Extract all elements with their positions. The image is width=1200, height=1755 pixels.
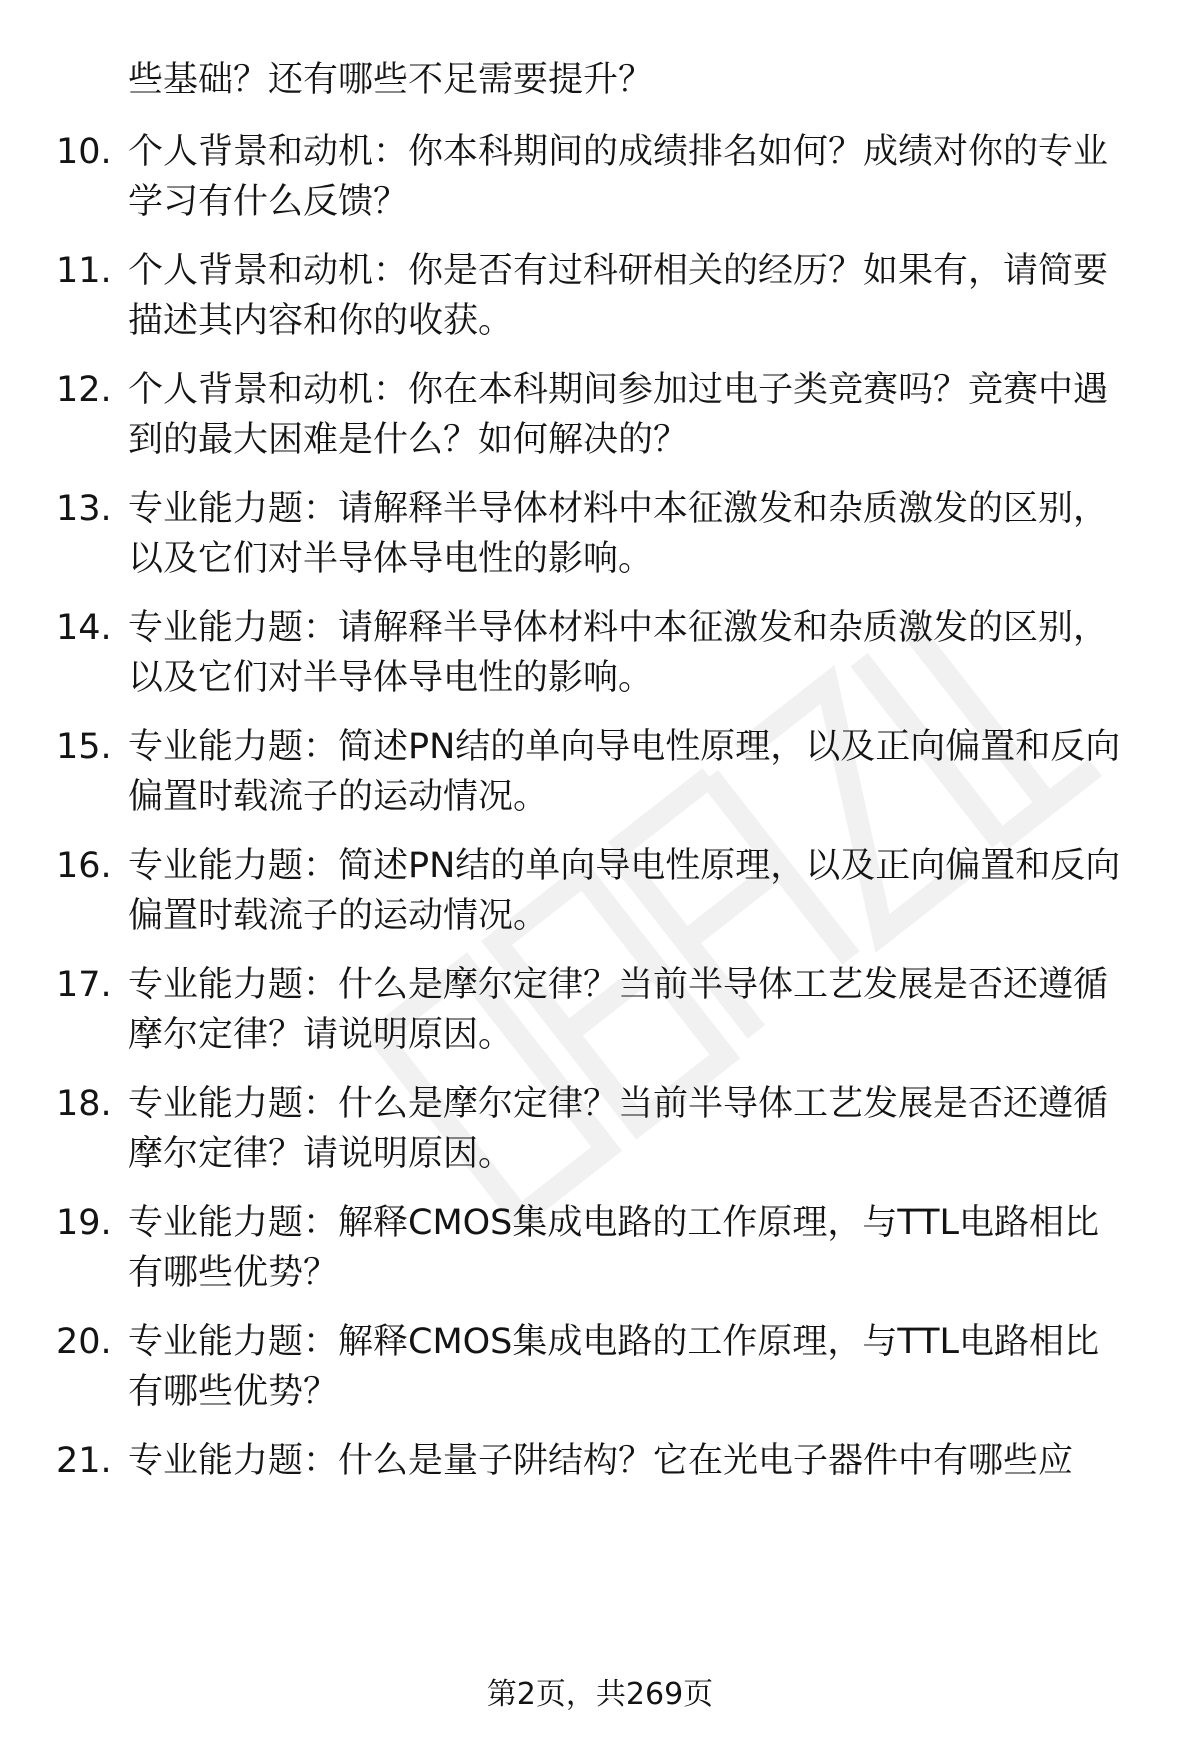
- list-item-text: 专业能力题：请解释半导体材料中本征激发和杂质激发的区别，: [128, 489, 1109, 529]
- page-footer: 第2页，共269页: [486, 1677, 714, 1712]
- continuation-text: 些基础？还有哪些不足需要提升？: [128, 60, 654, 100]
- list-item-number: 14.: [56, 608, 112, 648]
- list-item-text: 有哪些优势？: [128, 1372, 339, 1412]
- list-item-number: 13.: [56, 489, 112, 529]
- list-item-text: 个人背景和动机：你本科期间的成绩排名如何？成绩对你的专业: [128, 132, 1109, 172]
- list-item-text: 摩尔定律？请说明原因。: [128, 1015, 514, 1055]
- list-item-text: 专业能力题：什么是摩尔定律？当前半导体工艺发展是否还遵循: [128, 965, 1109, 1005]
- list-item-text: 以及它们对半导体导电性的影响。: [128, 658, 654, 698]
- list-item-text: 专业能力题：什么是量子阱结构？它在光电子器件中有哪些应: [128, 1441, 1074, 1481]
- list-item-number: 16.: [56, 846, 112, 886]
- list-item-text: 专业能力题：解释CMOS集成电路的工作原理，与TTL电路相比: [128, 1203, 1100, 1243]
- list-item-number: 10.: [56, 132, 112, 172]
- list-item-number: 20.: [56, 1322, 112, 1362]
- list-item-text: 专业能力题：什么是摩尔定律？当前半导体工艺发展是否还遵循: [128, 1084, 1109, 1124]
- list-item-text: 个人背景和动机：你是否有过科研相关的经历？如果有，请简要: [128, 251, 1109, 291]
- list-item-text: 描述其内容和你的收获。: [128, 301, 514, 341]
- list-item-number: 17.: [56, 965, 112, 1005]
- list-item-text: 学习有什么反馈？: [128, 182, 409, 222]
- list-item-text: 专业能力题：简述PN结的单向导电性原理，以及正向偏置和反向: [128, 846, 1121, 886]
- list-item-text: 摩尔定律？请说明原因。: [128, 1134, 514, 1174]
- list-item-text: 以及它们对半导体导电性的影响。: [128, 539, 654, 579]
- list-item-text: 偏置时载流子的运动情况。: [128, 777, 549, 817]
- list-item-number: 15.: [56, 727, 112, 767]
- list-item-text: 到的最大困难是什么？如何解决的？: [128, 420, 689, 460]
- list-item-text: 专业能力题：简述PN结的单向导电性原理，以及正向偏置和反向: [128, 727, 1121, 767]
- list-item-number: 19.: [56, 1203, 112, 1243]
- list-item-number: 18.: [56, 1084, 112, 1124]
- list-item-text: 个人背景和动机：你在本科期间参加过电子类竞赛吗？竞赛中遇: [128, 370, 1109, 410]
- list-item-number: 12.: [56, 370, 112, 410]
- list-item-text: 专业能力题：解释CMOS集成电路的工作原理，与TTL电路相比: [128, 1322, 1100, 1362]
- list-item-number: 21.: [56, 1441, 112, 1481]
- list-item-text: 偏置时载流子的运动情况。: [128, 896, 549, 936]
- list-item-text: 有哪些优势？: [128, 1253, 339, 1293]
- list-item-text: 专业能力题：请解释半导体材料中本征激发和杂质激发的区别，: [128, 608, 1109, 648]
- list-item-number: 11.: [56, 251, 112, 291]
